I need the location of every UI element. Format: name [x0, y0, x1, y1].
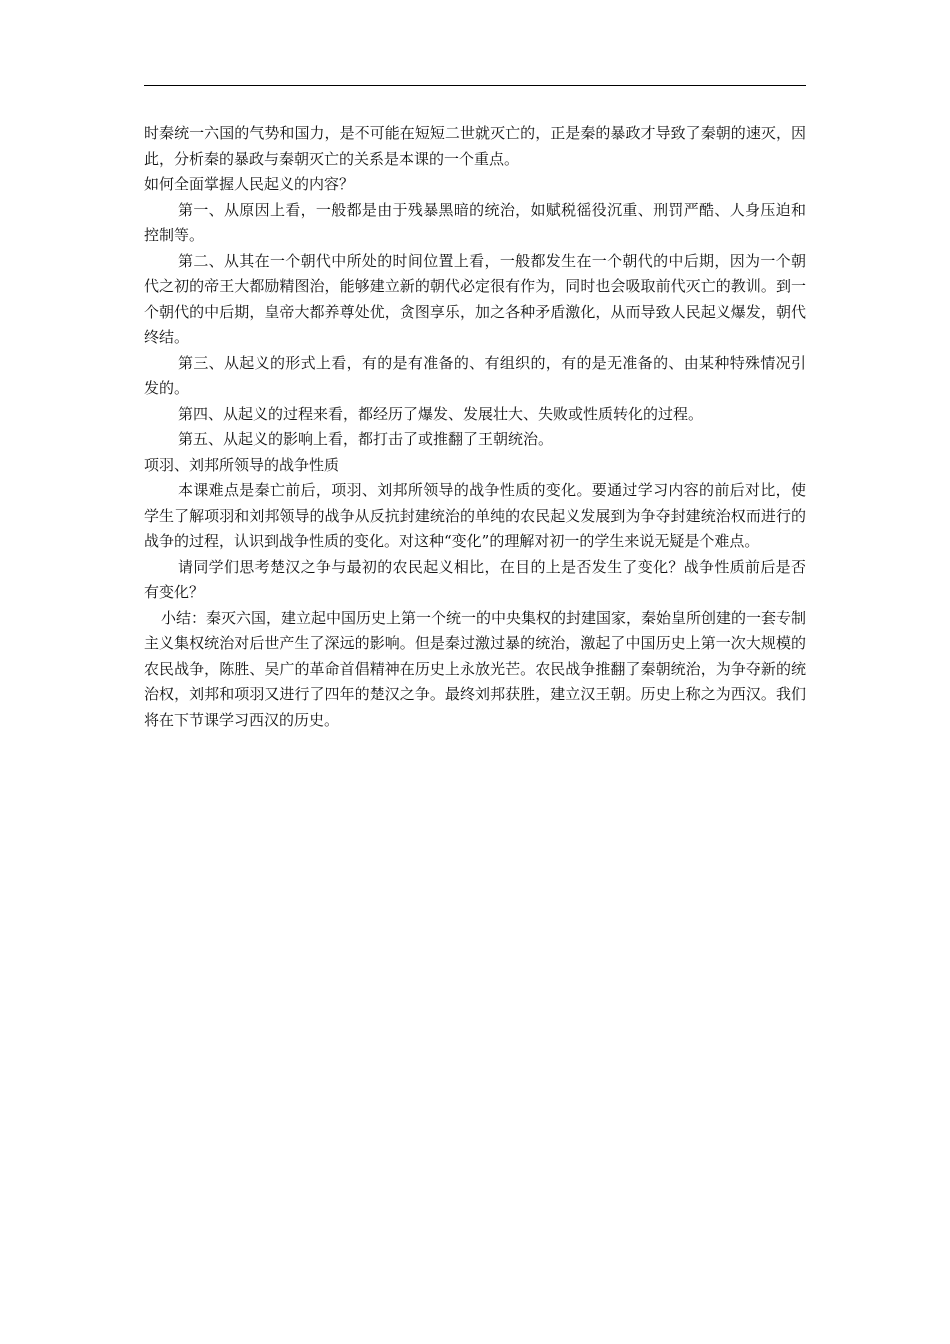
intro-paragraph: 时秦统一六国的气势和国力，是不可能在短短二世就灭亡的，正是秦的暴政才导致了秦朝的速灭，因此，分析秦的暴政与秦朝灭亡的关系是本课的一个重点。 [144, 124, 806, 168]
point-paragraph-4: 第四、从起义的过程来看，都经历了爆发、发展壮大、失败或性质转化的过程。 [178, 404, 704, 423]
section-heading-war-nature: 项羽、刘邦所领导的战争性质 [144, 455, 340, 474]
document-body [144, 121, 806, 733]
header-rule [144, 85, 806, 86]
point-paragraph-5: 第五、从起义的影响上看，都打击了或推翻了王朝统治。 [178, 430, 554, 448]
point-paragraph-3: 第三、从起义的形式上看，有的是有准备的、有组织的，有的是无准备的、由某种特殊情况引发的。 [144, 353, 806, 397]
point-paragraph-1: 第一、从原因上看，一般都是由于残暴黑暗的统治，如赋税徭役沉重、刑罚严酷、人身压迫和控制等。 [144, 200, 806, 244]
question-paragraph: 请同学们思考楚汉之争与最初的农民起义相比，在目的上是否发生了变化？战争性质前后是否有变化？ [144, 557, 806, 601]
section-heading-uprisings: 如何全面掌握人民起义的内容？ [144, 175, 355, 193]
point-paragraph-2: 第二、从其在一个朝代中所处的时间位置上看，一般都发生在一个朝代的中后期，因为一个朝代之初的帝王大都励精图治，能够建立新的朝代必定很有作为，同时也会吸取前代灭亡的教训。到一个朝代的中后期，皇帝大都养尊处优，贪图享乐，加之各种矛盾激化，从而导致人民起义爆发，朝代终结。 [144, 251, 806, 346]
difficulty-paragraph: 本课难点是秦亡前后，项羽、刘邦所领导的战争性质的变化。要通过学习内容的前后对比，使学生了解项羽和刘邦领导的战争从反抗封建统治的单纯的农民起义发展到为争夺封建统治权而进行的战争的过程，认识到战争性质的变化。对这种“变化”的理解对初一的学生来说无疑是个难点。 [144, 481, 806, 550]
summary-paragraph: 小结：秦灭六国，建立起中国历史上第一个统一的中央集权的封建国家，秦始皇所创建的一套专制主义集权统治对后世产生了深远的影响。但是秦过激过暴的统治，激起了中国历史上第一次大规模的农民战争，陈胜、吴广的革命首倡精神在历史上永放光芒。农民战争推翻了秦朝统治，为争夺新的统治权，刘邦和项羽又进行了四年的楚汉之争。最终刘邦获胜，建立汉王朝。历史上称之为西汉。我们将在下节课学习西汉的历史。 [144, 608, 807, 729]
